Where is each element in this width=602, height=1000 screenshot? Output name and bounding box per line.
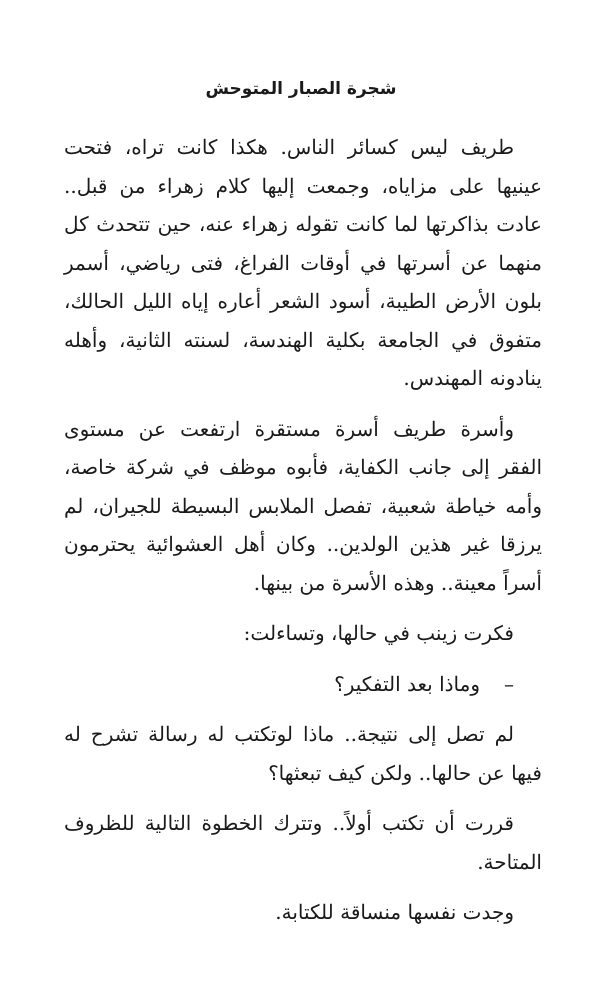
running-header-title: شجرة الصبار المتوحش xyxy=(205,79,397,99)
dialogue-dash: – xyxy=(504,671,514,696)
body-text xyxy=(64,128,542,932)
paragraph-6: قررت أن تكتب أولاً.. وتترك الخطوة التالية للظروف المتاحة. xyxy=(64,811,542,874)
paragraph-1: طريف ليس كسائر الناس. هكذا كانت تراه، فتحت عينيها على مزاياه، وجمعت إليها كلام زهراء من قبل.. عادت بذاكرتها لما كانت تقوله زهراء عنه، حين تتحدث كل منهما عن أسرتها في أوقات الفراغ، فتى رياضي، أسمر بلون الأرض الطيبة، أسود الشعر أعاره إياه الليل الحالك، متفوق في الجامعة بكلية الهندسة، لسنته الثانية، وأهله ينادونه المهندس. xyxy=(64,135,542,390)
paragraph-3: فكرت زينب في حالها، وتساءلت: xyxy=(243,621,514,645)
paragraph-5: لم تصل إلى نتيجة.. ماذا لوتكتب له رسالة تشرح له فيها عن حالها.. ولكن كيف تبعثها؟ xyxy=(64,722,542,785)
dialogue-line xyxy=(64,665,542,704)
paragraph-7: وجدت نفسها منساقة للكتابة. xyxy=(275,900,514,924)
dialogue-text: وماذا بعد التفكير؟ xyxy=(334,671,480,696)
paragraph-2: وأسرة طريف أسرة مستقرة ارتفعت عن مستوى الفقر إلى جانب الكفاية، فأبوه موظف في شركة خاصة، وأمه خياطة شعبية، تفصل الملابس البسيطة للجيران، لم يرزقا غير هذين الولدين.. وكان أهل العشوائية يحترمون أسراً معينة.. وهذه الأسرة من بينها. xyxy=(64,416,542,595)
